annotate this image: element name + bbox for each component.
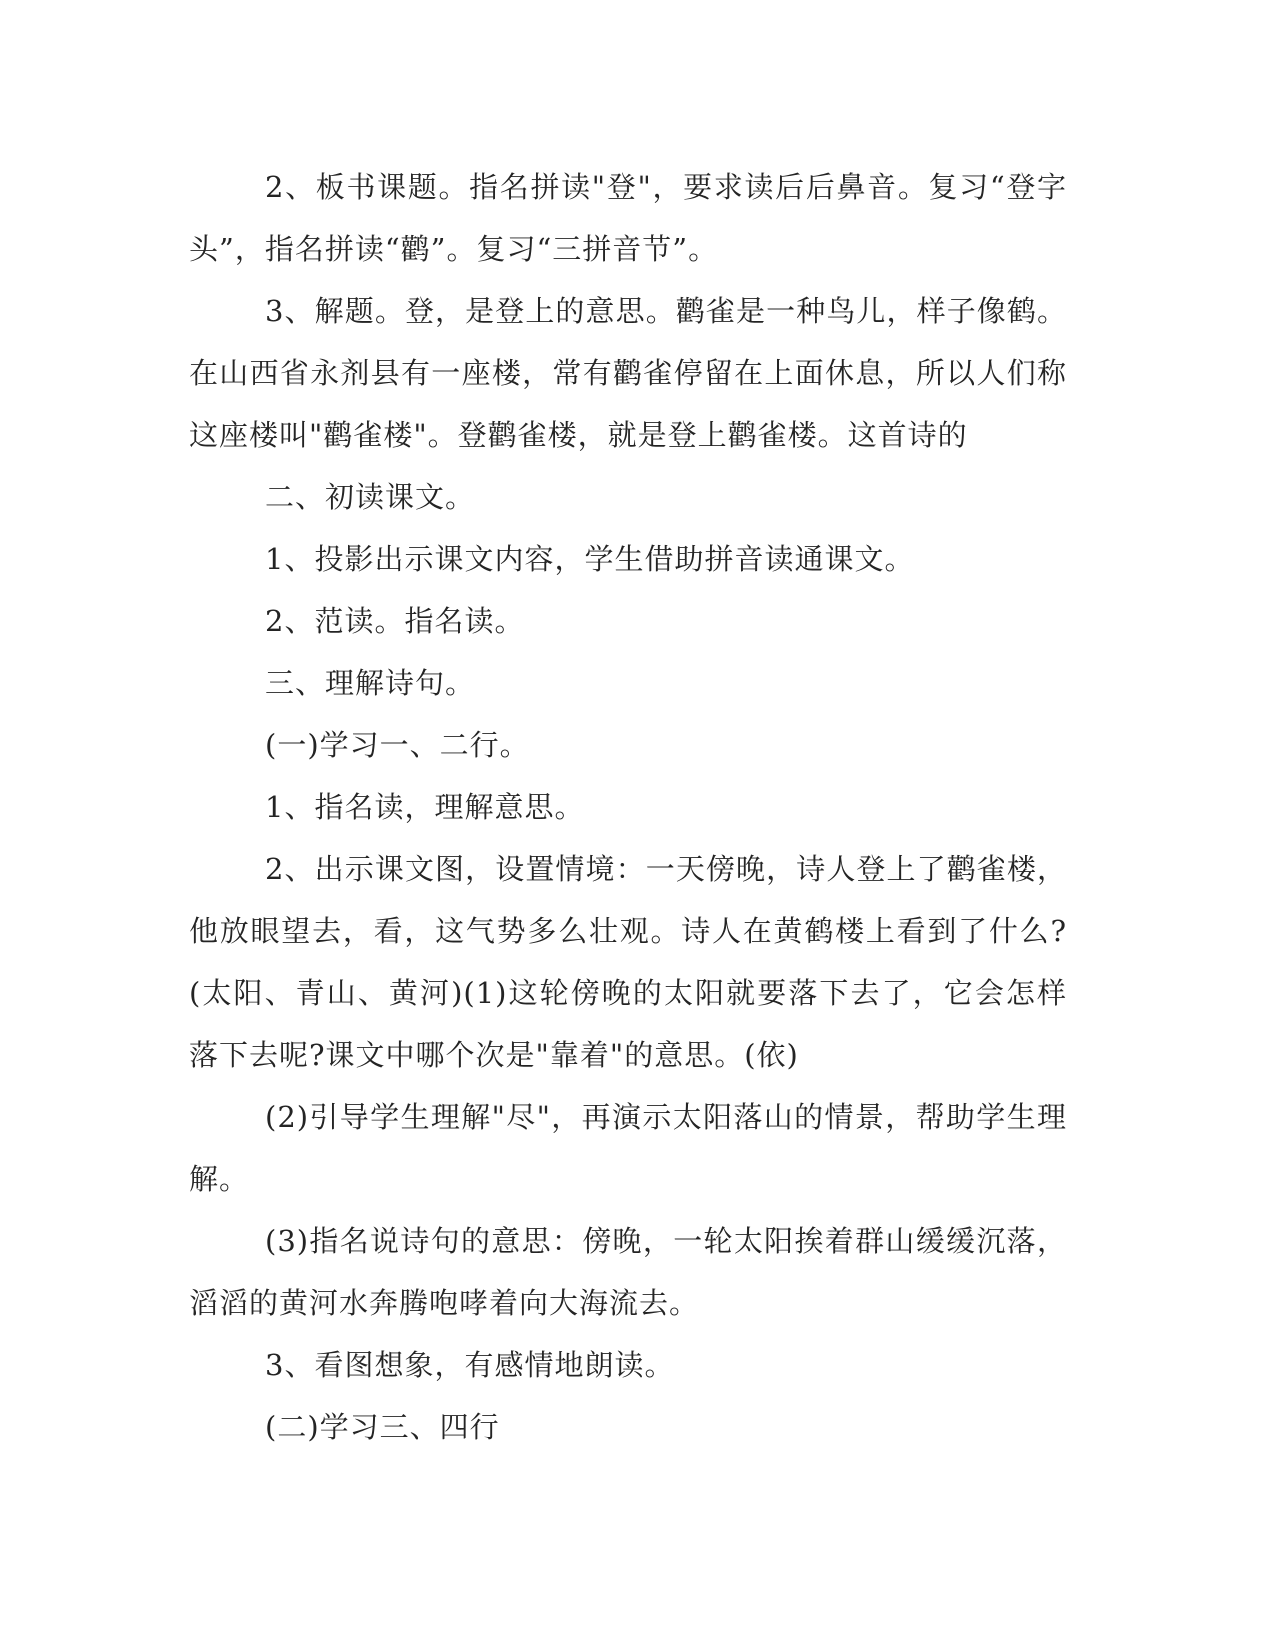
paragraph: 三、理解诗句。	[265, 666, 476, 700]
paragraph: 2、范读。指名读。	[265, 604, 525, 638]
paragraph: 3、看图想象，有感情地朗读。	[265, 1348, 675, 1382]
paragraph: 2、出示课文图，设置情境：一天傍晚，诗人登上了鹳雀楼，他放眼望去，看，这气势多么壮观。诗人在黄鹤楼上看到了什么?(太阳、青山、黄河)(1)这轮傍晚的太阳就要落下去了，它会怎样落下去呢?课文中哪个次是"靠着"的意思。(依)	[189, 852, 1067, 1072]
paragraph: 1、投影出示课文内容，学生借助拼音读通课文。	[265, 542, 915, 576]
document-body	[189, 156, 1067, 1458]
paragraph: 二、初读课文。	[265, 480, 476, 514]
paragraph: (一)学习一、二行。	[265, 728, 530, 762]
paragraph: 3、解题。登，是登上的意思。鹳雀是一种鸟儿，样子像鹤。在山西省永剂县有一座楼，常有鹳雀停留在上面休息，所以人们称这座楼叫"鹳雀楼"。登鹳雀楼，就是登上鹳雀楼。这首诗的	[189, 294, 1067, 452]
paragraph: (3)指名说诗句的意思：傍晚，一轮太阳挨着群山缓缓沉落，滔滔的黄河水奔腾咆哮着向大海流去。	[189, 1224, 1067, 1320]
paragraph: (二)学习三、四行	[265, 1410, 500, 1444]
paragraph: (2)引导学生理解"尽"，再演示太阳落山的情景，帮助学生理解。	[189, 1100, 1067, 1196]
paragraph: 2、板书课题。指名拼读"登"，要求读后后鼻音。复习“登字头”，指名拼读“鹳”。复习“三拼音节”。	[189, 170, 1067, 266]
paragraph: 1、指名读，理解意思。	[265, 790, 585, 824]
